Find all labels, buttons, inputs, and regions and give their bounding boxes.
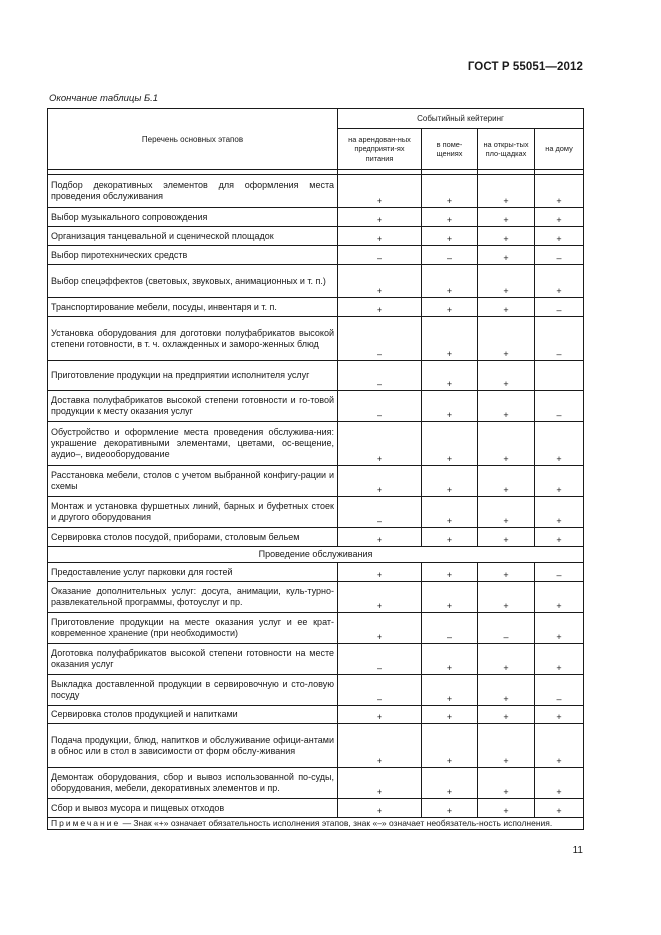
- mark-cell: +: [478, 563, 535, 582]
- table-row: [48, 582, 584, 613]
- stage-cell: Доставка полуфабрикатов высокой степени готовности и го-товой продукции к месту оказания услуг: [48, 391, 338, 422]
- mark-cell: +: [338, 582, 422, 613]
- stage-cell: Установка оборудования для доготовки полуфабрикатов высокой степени готовности, в т. ч. охлажденных и заморо-женных блюд: [48, 317, 338, 361]
- mark-cell: +: [535, 582, 584, 613]
- mark-cell: +: [422, 391, 478, 422]
- table-row: [48, 246, 584, 265]
- table-row: [48, 466, 584, 497]
- table-row: [48, 724, 584, 768]
- stage-cell: Обустройство и оформление места проведения обслужива-ния: украшение декоративными элементами, цветами, ос-вещение, аудио–, видеооборудование: [48, 422, 338, 466]
- mark-cell: +: [338, 298, 422, 317]
- stage-cell: Транспортирование мебели, посуды, инвентаря и т. п.: [48, 298, 338, 317]
- mark-cell: +: [535, 265, 584, 298]
- mark-cell: +: [422, 208, 478, 227]
- mark-cell: +: [535, 466, 584, 497]
- table-row: [48, 799, 584, 818]
- column-header-outdoor: на откры-тых пло-щадках: [478, 129, 535, 170]
- mark-cell: +: [338, 706, 422, 724]
- table-row: [48, 613, 584, 644]
- mark-cell: –: [422, 613, 478, 644]
- table-row: [48, 644, 584, 675]
- table-note: [48, 818, 584, 830]
- mark-cell: +: [535, 706, 584, 724]
- mark-cell: +: [422, 675, 478, 706]
- mark-cell: +: [422, 582, 478, 613]
- mark-cell: –: [535, 298, 584, 317]
- mark-cell: +: [338, 563, 422, 582]
- mark-cell: –: [535, 317, 584, 361]
- stage-cell: Оказание дополнительных услуг: досуга, анимации, куль-турно-развлекательной программы, фотоуслуг и пр.: [48, 582, 338, 613]
- stages-table: [47, 108, 584, 830]
- mark-cell: +: [422, 175, 478, 208]
- mark-cell: –: [338, 361, 422, 391]
- mark-cell: +: [338, 227, 422, 246]
- table-row: [48, 227, 584, 246]
- stage-cell: Выбор пиротехнических средств: [48, 246, 338, 265]
- table-row: [48, 563, 584, 582]
- mark-cell: +: [338, 422, 422, 466]
- mark-cell: +: [535, 208, 584, 227]
- mark-cell: –: [535, 563, 584, 582]
- table-row: [48, 706, 584, 724]
- mark-cell: +: [422, 563, 478, 582]
- table-row: [48, 528, 584, 547]
- stage-cell: Сбор и вывоз мусора и пищевых отходов: [48, 799, 338, 818]
- mark-cell: +: [338, 799, 422, 818]
- mark-cell: –: [422, 246, 478, 265]
- column-header-rented-venues: на арендован-ных предприяти-ях питания: [338, 129, 422, 170]
- mark-cell: +: [478, 422, 535, 466]
- mark-cell: +: [478, 706, 535, 724]
- mark-cell: +: [338, 613, 422, 644]
- stage-cell: Приготовление продукции на предприятии исполнителя услуг: [48, 361, 338, 391]
- mark-cell: +: [478, 361, 535, 391]
- mark-cell: +: [422, 724, 478, 768]
- mark-cell: –: [535, 675, 584, 706]
- mark-cell: +: [338, 768, 422, 799]
- mark-cell: –: [535, 246, 584, 265]
- mark-cell: +: [422, 706, 478, 724]
- mark-cell: +: [535, 528, 584, 547]
- stage-cell: Выбор музыкального сопровождения: [48, 208, 338, 227]
- mark-cell: –: [338, 644, 422, 675]
- mark-cell: +: [422, 768, 478, 799]
- mark-cell: –: [338, 497, 422, 528]
- mark-cell: +: [535, 768, 584, 799]
- mark-cell: +: [535, 724, 584, 768]
- mark-cell: +: [338, 208, 422, 227]
- stage-cell: Сервировка столов посудой, приборами, столовым бельем: [48, 528, 338, 547]
- note-text: — Знак «+» означает обязательность исполнения этапов, знак «–» означает необязатель-ность исполнения.: [120, 818, 553, 828]
- column-header-indoor: в поме-щениях: [422, 129, 478, 170]
- mark-cell: +: [535, 422, 584, 466]
- mark-cell: +: [478, 582, 535, 613]
- mark-cell: –: [338, 317, 422, 361]
- mark-cell: +: [422, 361, 478, 391]
- table-caption: Окончание таблицы Б.1: [49, 93, 159, 104]
- mark-cell: +: [338, 466, 422, 497]
- stage-cell: Сервировка столов продукцией и напитками: [48, 706, 338, 724]
- table-row: [48, 675, 584, 706]
- mark-cell: +: [338, 528, 422, 547]
- table-row: [48, 298, 584, 317]
- stage-cell: Организация танцевальной и сценической площадок: [48, 227, 338, 246]
- stage-cell: Выбор спецэффектов (световых, звуковых, анимационных и т. п.): [48, 265, 338, 298]
- table-row: [48, 422, 584, 466]
- mark-cell: +: [422, 422, 478, 466]
- mark-cell: +: [478, 265, 535, 298]
- stage-cell: Демонтаж оборудования, сбор и вывоз использованной по-суды, оборудования, мебели, декоративных элементов и пр.: [48, 768, 338, 799]
- mark-cell: +: [422, 466, 478, 497]
- mark-cell: +: [422, 317, 478, 361]
- table-row: [48, 265, 584, 298]
- mark-cell: +: [535, 497, 584, 528]
- mark-cell: +: [478, 298, 535, 317]
- mark-cell: +: [422, 799, 478, 818]
- mark-cell: +: [478, 724, 535, 768]
- mark-cell: –: [338, 246, 422, 265]
- section-title: Проведение обслуживания: [48, 547, 584, 563]
- mark-cell: –: [535, 391, 584, 422]
- mark-cell: +: [478, 246, 535, 265]
- stage-cell: Монтаж и установка фуршетных линий, барных и буфетных стоек и другого оборудования: [48, 497, 338, 528]
- mark-cell: +: [422, 227, 478, 246]
- page-number: 11: [572, 845, 583, 856]
- mark-cell: +: [535, 799, 584, 818]
- stage-cell: Приготовление продукции на месте оказания услуг и ее крат-ковременное хранение (при необходимости): [48, 613, 338, 644]
- mark-cell: +: [422, 265, 478, 298]
- mark-cell: +: [478, 175, 535, 208]
- catering-group-header: Событийный кейтеринг: [338, 109, 584, 129]
- mark-cell: [535, 361, 584, 391]
- stage-cell: Расстановка мебели, столов с учетом выбранной конфигу-рации и схемы: [48, 466, 338, 497]
- mark-cell: +: [338, 724, 422, 768]
- mark-cell: +: [535, 227, 584, 246]
- mark-cell: +: [478, 391, 535, 422]
- mark-cell: +: [338, 265, 422, 298]
- mark-cell: +: [478, 227, 535, 246]
- mark-cell: –: [338, 675, 422, 706]
- table-row: [48, 391, 584, 422]
- mark-cell: +: [535, 644, 584, 675]
- table-row: [48, 175, 584, 208]
- table-body-preparation: [48, 175, 584, 547]
- mark-cell: +: [535, 613, 584, 644]
- stage-cell: Доготовка полуфабрикатов высокой степени готовности на месте оказания услуг: [48, 644, 338, 675]
- table-section-row: [48, 547, 584, 563]
- mark-cell: +: [338, 175, 422, 208]
- mark-cell: +: [478, 799, 535, 818]
- stage-cell: Выкладка доставленной продукции в сервировочную и сто-ловую посуду: [48, 675, 338, 706]
- mark-cell: +: [478, 675, 535, 706]
- stage-cell: Предоставление услуг парковки для гостей: [48, 563, 338, 582]
- mark-cell: +: [422, 497, 478, 528]
- mark-cell: +: [422, 528, 478, 547]
- mark-cell: +: [478, 208, 535, 227]
- table-row: [48, 208, 584, 227]
- mark-cell: +: [478, 768, 535, 799]
- stage-cell: Подача продукции, блюд, напитков и обслуживание офици-антами в обнос или в стол в зависимости от форм обслу-живания: [48, 724, 338, 768]
- table-row: [48, 361, 584, 391]
- document-code: ГОСТ Р 55051—2012: [467, 61, 583, 73]
- table-body-service: [48, 563, 584, 818]
- mark-cell: –: [338, 391, 422, 422]
- mark-cell: +: [478, 644, 535, 675]
- note-label: Примечание: [51, 818, 121, 828]
- mark-cell: +: [478, 317, 535, 361]
- mark-cell: +: [535, 175, 584, 208]
- mark-cell: +: [422, 644, 478, 675]
- stages-column-header: Перечень основных этапов: [48, 109, 338, 170]
- stage-cell: Подбор декоративных элементов для оформления места проведения обслуживания: [48, 175, 338, 208]
- table-row: [48, 497, 584, 528]
- mark-cell: +: [478, 528, 535, 547]
- table-row: [48, 317, 584, 361]
- mark-cell: +: [478, 466, 535, 497]
- mark-cell: +: [422, 298, 478, 317]
- mark-cell: +: [478, 497, 535, 528]
- mark-cell: –: [478, 613, 535, 644]
- table-row: [48, 768, 584, 799]
- column-header-at-home: на дому: [535, 129, 584, 170]
